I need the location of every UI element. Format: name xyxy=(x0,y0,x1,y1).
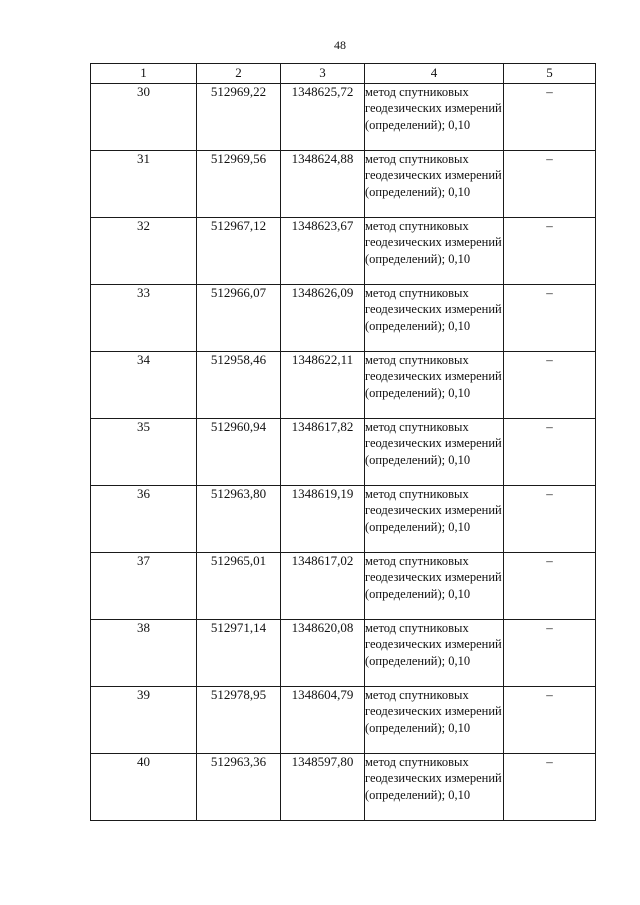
method-cell: метод спутниковых геодезических измерений (определений); 0,10 xyxy=(365,285,504,352)
x-coordinate-cell: 512966,07 xyxy=(197,285,281,352)
x-coordinate-cell: 512963,36 xyxy=(197,754,281,821)
dash-cell: – xyxy=(504,687,596,754)
table-row xyxy=(91,620,596,687)
table-row xyxy=(91,285,596,352)
point-number-cell: 37 xyxy=(91,553,197,620)
dash-cell: – xyxy=(504,151,596,218)
point-number-cell: 31 xyxy=(91,151,197,218)
x-coordinate-cell: 512958,46 xyxy=(197,352,281,419)
point-number-cell: 40 xyxy=(91,754,197,821)
dash-cell: – xyxy=(504,218,596,285)
table-row xyxy=(91,151,596,218)
method-cell: метод спутниковых геодезических измерений (определений); 0,10 xyxy=(365,620,504,687)
dash-cell: – xyxy=(504,754,596,821)
x-coordinate-cell: 512969,22 xyxy=(197,84,281,151)
x-coordinate-cell: 512967,12 xyxy=(197,218,281,285)
header-row xyxy=(91,64,596,84)
page-number: 48 xyxy=(334,38,346,52)
y-coordinate-cell: 1348597,80 xyxy=(281,754,365,821)
dash-cell: – xyxy=(504,486,596,553)
table-row xyxy=(91,419,596,486)
column-header: 3 xyxy=(281,64,365,84)
method-cell: метод спутниковых геодезических измерений (определений); 0,10 xyxy=(365,151,504,218)
y-coordinate-cell: 1348604,79 xyxy=(281,687,365,754)
point-number-cell: 35 xyxy=(91,419,197,486)
y-coordinate-cell: 1348624,88 xyxy=(281,151,365,218)
dash-cell: – xyxy=(504,620,596,687)
y-coordinate-cell: 1348626,09 xyxy=(281,285,365,352)
point-number-cell: 38 xyxy=(91,620,197,687)
column-header: 2 xyxy=(197,64,281,84)
method-cell: метод спутниковых геодезических измерений (определений); 0,10 xyxy=(365,419,504,486)
point-number-cell: 30 xyxy=(91,84,197,151)
dash-cell: – xyxy=(504,553,596,620)
x-coordinate-cell: 512969,56 xyxy=(197,151,281,218)
table-row xyxy=(91,754,596,821)
method-cell: метод спутниковых геодезических измерений (определений); 0,10 xyxy=(365,352,504,419)
y-coordinate-cell: 1348625,72 xyxy=(281,84,365,151)
x-coordinate-cell: 512978,95 xyxy=(197,687,281,754)
point-number-cell: 39 xyxy=(91,687,197,754)
table-row xyxy=(91,352,596,419)
y-coordinate-cell: 1348619,19 xyxy=(281,486,365,553)
point-number-cell: 33 xyxy=(91,285,197,352)
y-coordinate-cell: 1348620,08 xyxy=(281,620,365,687)
column-header: 4 xyxy=(365,64,504,84)
table-body xyxy=(91,84,596,821)
y-coordinate-cell: 1348617,02 xyxy=(281,553,365,620)
column-header: 1 xyxy=(91,64,197,84)
dash-cell: – xyxy=(504,285,596,352)
point-number-cell: 32 xyxy=(91,218,197,285)
point-number-cell: 36 xyxy=(91,486,197,553)
dash-cell: – xyxy=(504,419,596,486)
method-cell: метод спутниковых геодезических измерений (определений); 0,10 xyxy=(365,687,504,754)
y-coordinate-cell: 1348622,11 xyxy=(281,352,365,419)
dash-cell: – xyxy=(504,352,596,419)
table-row xyxy=(91,687,596,754)
dash-cell: – xyxy=(504,84,596,151)
point-number-cell: 34 xyxy=(91,352,197,419)
column-header: 5 xyxy=(504,64,596,84)
method-cell: метод спутниковых геодезических измерений (определений); 0,10 xyxy=(365,486,504,553)
y-coordinate-cell: 1348617,82 xyxy=(281,419,365,486)
method-cell: метод спутниковых геодезических измерений (определений); 0,10 xyxy=(365,84,504,151)
coordinates-table xyxy=(90,63,596,821)
y-coordinate-cell: 1348623,67 xyxy=(281,218,365,285)
method-cell: метод спутниковых геодезических измерений (определений); 0,10 xyxy=(365,218,504,285)
table-row xyxy=(91,486,596,553)
x-coordinate-cell: 512960,94 xyxy=(197,419,281,486)
x-coordinate-cell: 512965,01 xyxy=(197,553,281,620)
method-cell: метод спутниковых геодезических измерений (определений); 0,10 xyxy=(365,553,504,620)
method-cell: метод спутниковых геодезических измерений (определений); 0,10 xyxy=(365,754,504,821)
table-row xyxy=(91,84,596,151)
x-coordinate-cell: 512963,80 xyxy=(197,486,281,553)
x-coordinate-cell: 512971,14 xyxy=(197,620,281,687)
table-row xyxy=(91,553,596,620)
table-row xyxy=(91,218,596,285)
